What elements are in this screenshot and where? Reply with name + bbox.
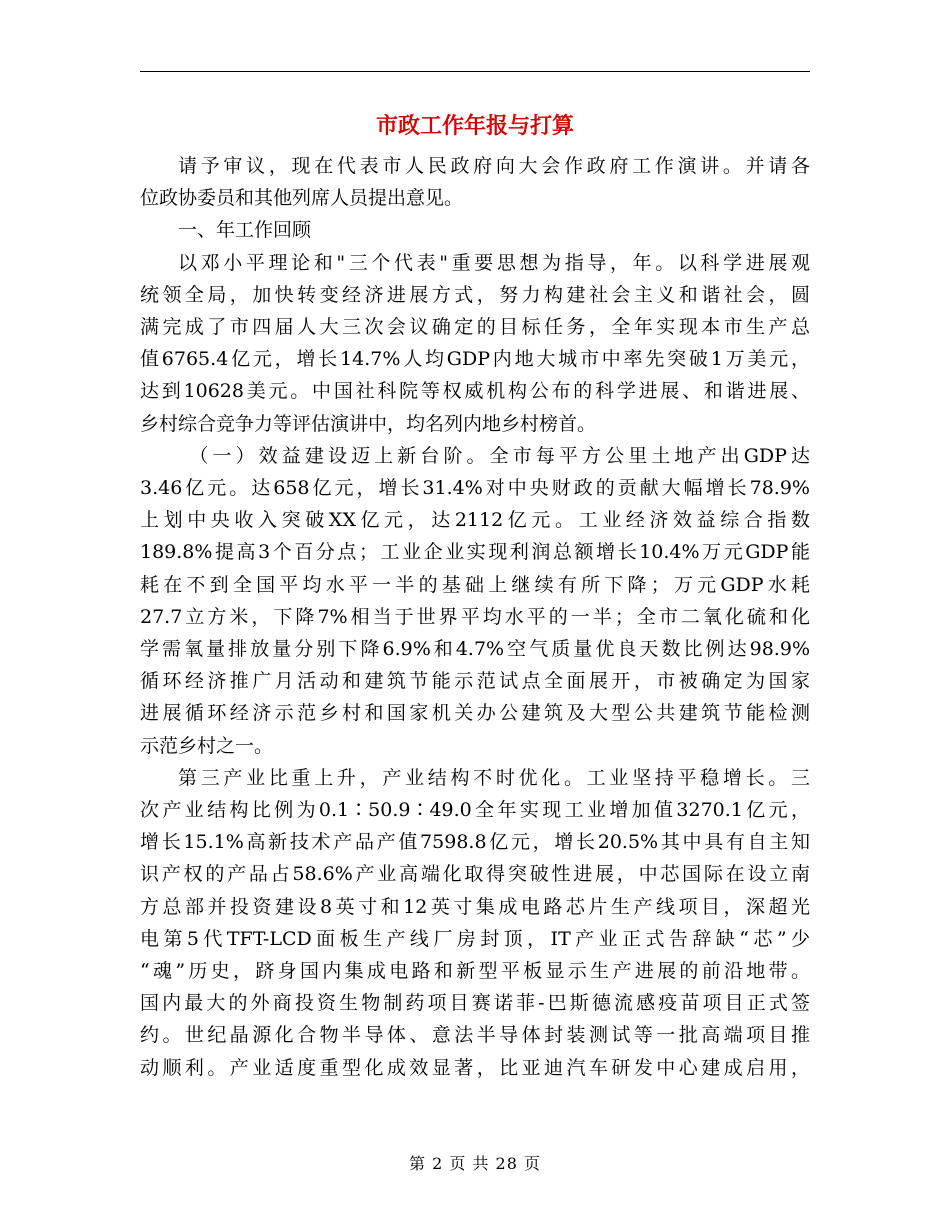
page-number-footer: 第 2 页 共 28 页 [409,1154,541,1173]
text-line: 位政协委员和其他列席人员提出意见。 [140,187,464,210]
text-line: 达到10628美元。中国社科院等权威机构公布的科学进展、和谐进展、 [140,380,810,403]
text-line: （一）效益建设迈上新台阶。全市每平方公里土地产出GDP达 [189,444,810,467]
text-line: 次产业结构比例为0.1∶50.9∶49.0全年实现工业增加值3270.1亿元， [140,799,810,822]
text-line: 上划中央收入突破XX亿元，达2112亿元。工业经济效益综合指数 [140,509,810,532]
text-line: 识产权的产品占58.6%产业高端化取得突破性进展，中芯国际在设立南 [140,863,810,886]
text-line: “魂”历史，跻身国内集成电路和新型平板显示生产进展的前沿地带。 [140,960,810,983]
text-line: 增长15.1%高新技术产品产值7598.8亿元，增长20.5%其中具有自主知 [140,831,810,854]
text-line: 国内最大的外商投资生物制药项目赛诺菲-巴斯德流感疫苗项目正式签 [140,992,810,1015]
text-line: 方总部并投资建设8英寸和12英寸集成电路芯片生产线项目，深超光 [140,895,810,918]
text-line: 示范乡村之一。 [140,734,274,757]
text-line: 动顺利。产业适度重型化成效显著，比亚迪汽车研发中心建成启用， [140,1056,810,1079]
text-line: 电第5代TFT-LCD面板生产线厂房封顶，IT产业正式告辞缺“芯”少 [140,927,810,950]
text-line: 189.8%提高3个百分点；工业企业实现利润总额增长10.4%万元GDP能 [140,541,810,564]
text-line: 27.7立方米，下降7%相当于世界平均水平的一半；全市二氧化硫和化 [140,605,810,628]
text-line: 学需氧量排放量分别下降6.9%和4.7%空气质量优良天数比例达98.9% [140,638,810,661]
section-heading: 一、年工作回顾 [178,219,312,242]
text-line: 值6765.4亿元，增长14.7%人均GDP内地大城市中率先突破1万美元， [140,348,810,371]
header-rule [140,71,810,72]
document-body [140,150,810,1084]
document-title: 市政工作年报与打算 [375,113,574,139]
text-line: 耗在不到全国平均水平一半的基础上继续有所下降；万元GDP水耗 [140,573,810,596]
text-line: 以邓小平理论和"三个代表"重要思想为指导，年。以科学进展观 [178,251,810,274]
text-line: 乡村综合竞争力等评估演讲中，均名列内地乡村榜首。 [140,412,597,435]
text-line: 循环经济推广月活动和建筑节能示范试点全面展开，市被确定为国家 [140,670,810,693]
text-line: 3.46亿元。达658亿元，增长31.4%对中央财政的贡献大幅增长78.9% [140,477,810,500]
text-line: 进展循环经济示范乡村和国家机关办公建筑及大型公共建筑节能检测 [140,702,810,725]
text-line: 请予审议，现在代表市人民政府向大会作政府工作演讲。并请各 [178,155,810,177]
text-line: 统领全局，加快转变经济进展方式，努力构建社会主义和谐社会，圆 [140,283,810,306]
text-line: 满完成了市四届人大三次会议确定的目标任务，全年实现本市生产总 [140,316,810,339]
text-line: 约。世纪晶源化合物半导体、意法半导体封装测试等一批高端项目推 [140,1024,810,1047]
text-line: 第三产业比重上升，产业结构不时优化。工业坚持平稳增长。三 [178,766,810,789]
